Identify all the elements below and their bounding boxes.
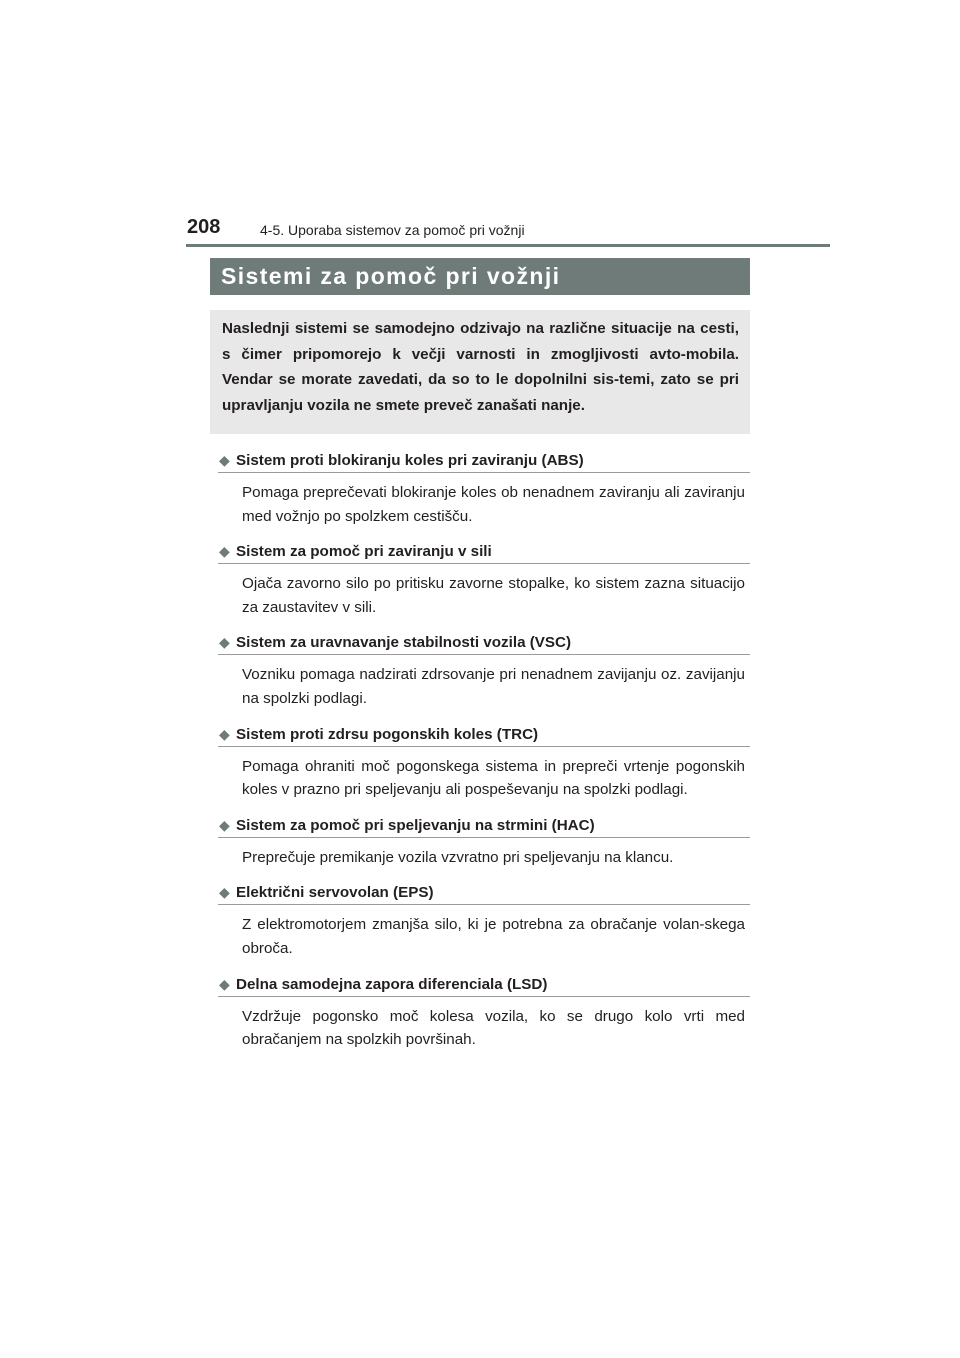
- intro-text: Naslednji sistemi se samodejno odzivajo na različne situacije na cesti, s čimer pripomorejo k večji varnosti in zmogljivosti avto-mobila. Vendar se morate zavedati, da so to le dopolnilni sis-temi, zato se pri upravljanju vozila ne smete preveč zanašati nanje.: [222, 320, 739, 414]
- item-description: Pomaga ohraniti moč pogonskega sistema in prepreči vrtenje pogonskih koles v prazno pri speljevanju ali pospeševanju na spolzki podlagi.: [242, 757, 745, 799]
- item-heading-row: [218, 815, 750, 838]
- header-divider: [186, 244, 830, 247]
- item-heading-row: [218, 450, 750, 473]
- item-heading: Sistem za pomoč pri speljevanju na strmini (HAC): [236, 816, 595, 834]
- item-heading-row: [218, 882, 750, 905]
- item-description: Preprečuje premikanje vozila vzvratno pri speljevanju na klancu.: [242, 848, 674, 866]
- diamond-icon: ◆: [219, 543, 230, 560]
- diamond-icon: ◆: [219, 725, 230, 742]
- section-title: Sistemi za pomoč pri vožnji: [210, 258, 750, 295]
- item-heading: Sistem proti zdrsu pogonskih koles (TRC): [236, 725, 539, 743]
- list-item: [218, 815, 750, 870]
- system-list: [218, 450, 750, 1052]
- intro-box: [210, 310, 750, 434]
- list-item: [218, 974, 750, 1052]
- running-header: 4-5. Uporaba sistemov za pomoč pri vožnji: [260, 222, 525, 238]
- item-heading: Sistem za uravnavanje stabilnosti vozila (VSC): [236, 634, 572, 652]
- list-item: [218, 632, 750, 710]
- diamond-icon: ◆: [219, 452, 230, 468]
- list-item: [218, 724, 750, 802]
- item-heading-row: [218, 541, 750, 564]
- item-heading: Delna samodejna zapora diferenciala (LSD): [236, 975, 548, 993]
- list-item: [218, 541, 750, 619]
- item-description: Vzdržuje pogonsko moč kolesa vozila, ko se drugo kolo vrti med obračanjem na spolzkih površinah.: [242, 1007, 745, 1049]
- item-heading-row: [218, 724, 750, 747]
- item-heading: Električni servovolan (EPS): [236, 884, 434, 902]
- diamond-icon: ◆: [219, 975, 230, 992]
- list-item: [218, 450, 750, 528]
- item-heading-row: [218, 632, 750, 655]
- diamond-icon: ◆: [219, 634, 230, 651]
- diamond-icon: ◆: [219, 816, 230, 833]
- item-heading: Sistem proti blokiranju koles pri zaviranju (ABS): [236, 452, 584, 469]
- item-description: Vozniku pomaga nadzirati zdrsovanje pri nenadnem zavijanju oz. zavijanju na spolzki podlagi.: [242, 666, 745, 707]
- item-description: Z elektromotorjem zmanjša silo, ki je potrebna za obračanje volan-skega obroča.: [242, 916, 745, 957]
- page-number: 208: [187, 216, 221, 238]
- list-item: [218, 882, 750, 960]
- diamond-icon: ◆: [219, 884, 230, 901]
- item-description: Ojača zavorno silo po pritisku zavorne stopalke, ko sistem zazna situacijo za zaustavitev v sili.: [242, 575, 745, 616]
- item-description: Pomaga preprečevati blokiranje koles ob nenadnem zaviranju ali zaviranju med vožnjo po spolzkem cestišču.: [242, 484, 745, 525]
- item-heading: Sistem za pomoč pri zaviranju v sili: [236, 543, 492, 561]
- item-heading-row: [218, 974, 750, 997]
